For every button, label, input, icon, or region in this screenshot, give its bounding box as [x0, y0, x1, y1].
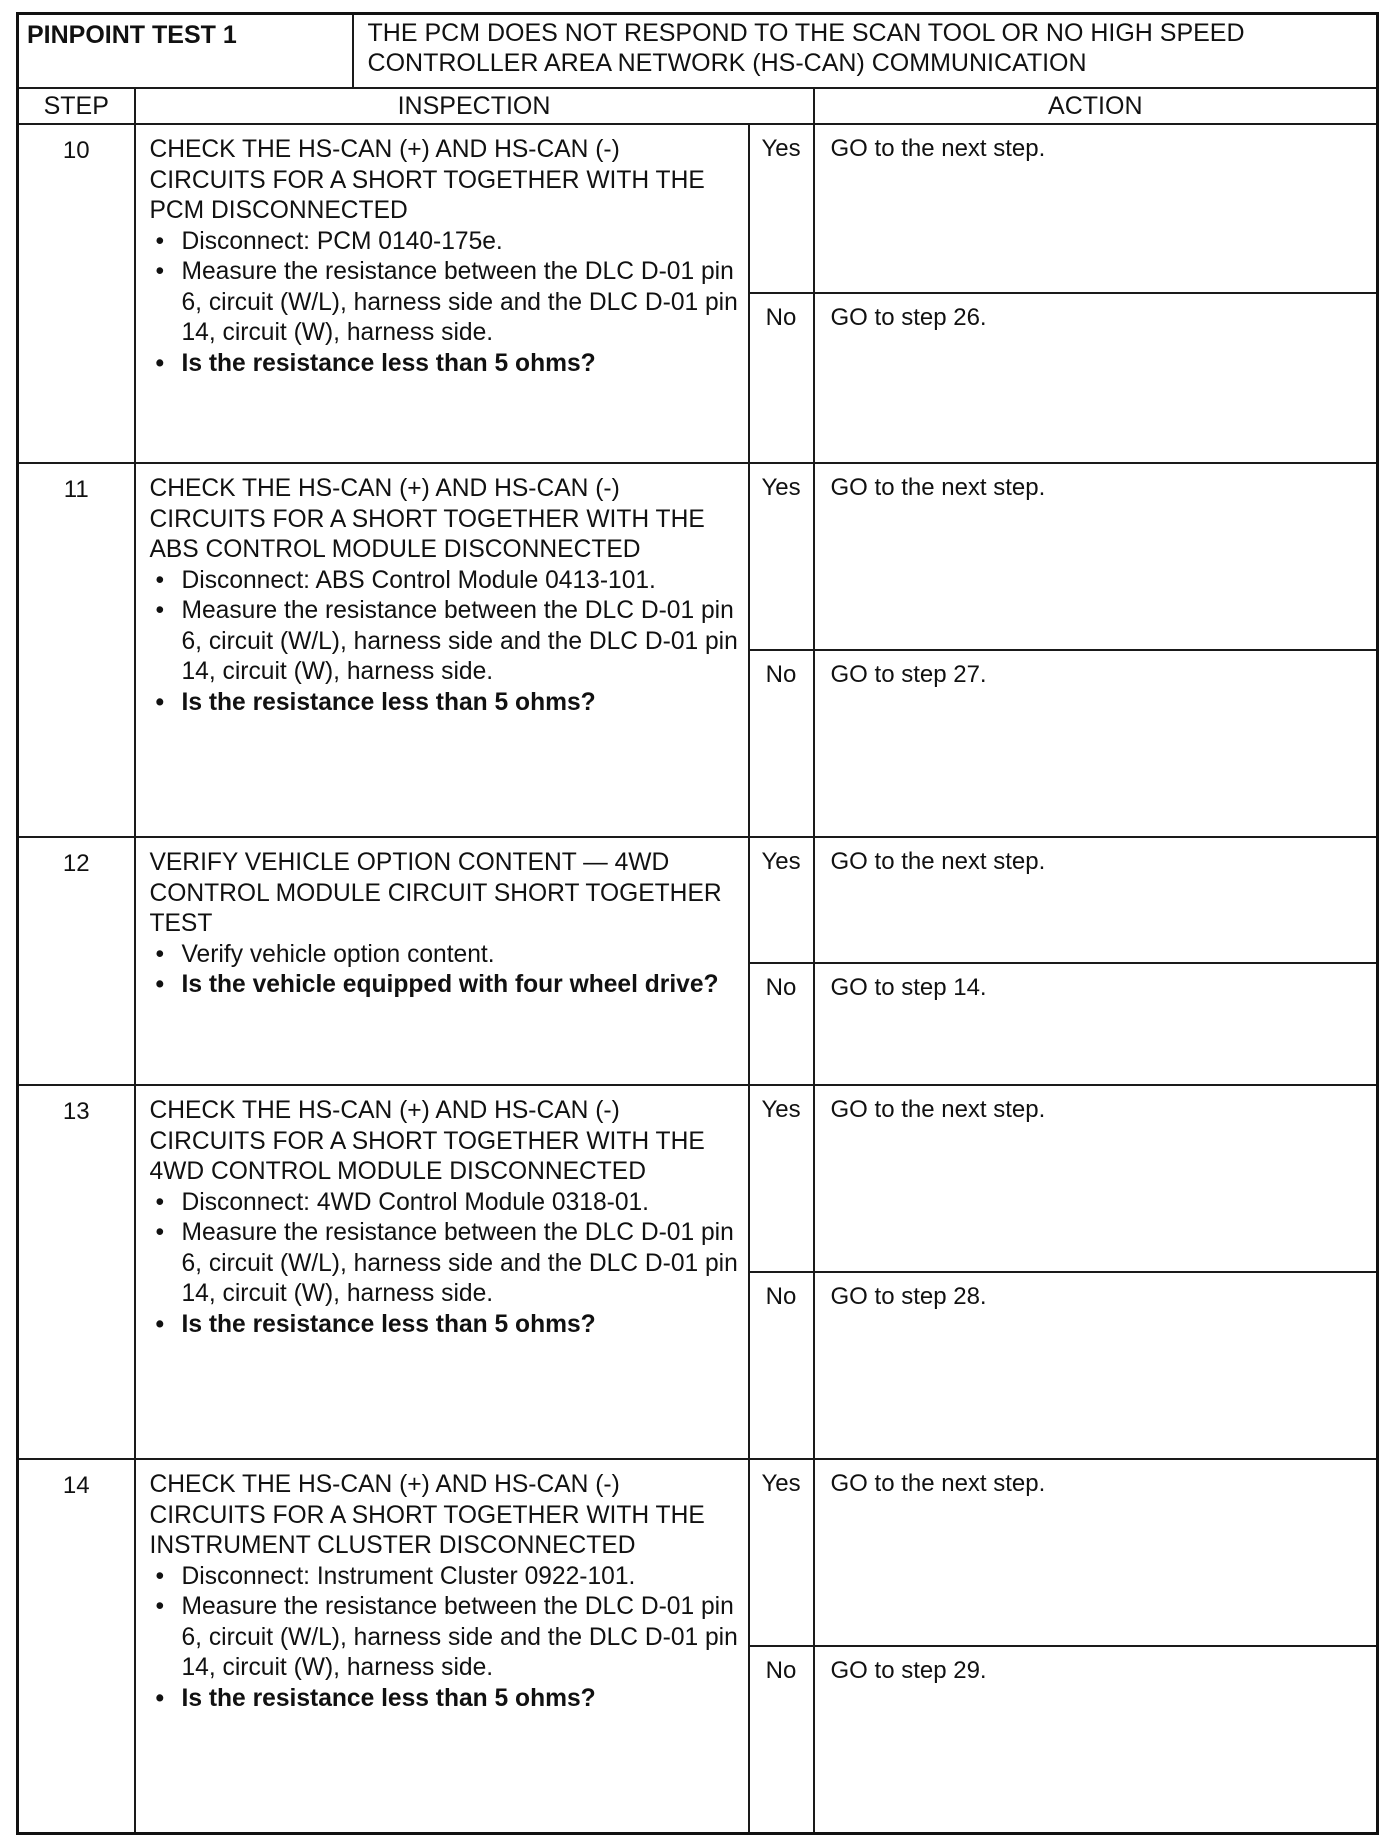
no-label: No — [749, 1272, 814, 1459]
inspection-cell — [135, 837, 749, 1085]
step-row — [18, 1459, 1378, 1646]
inspection-bullet: • Measure the resistance between the DLC D-01 pin 6, circuit (W/L), harness side and the DLC D-01 pin 14, circuit (W), harness side. — [150, 257, 740, 349]
inspection-question: • Is the vehicle equipped with four wheel drive? — [150, 970, 740, 1001]
inspection-title: CHECK THE HS-CAN (+) AND HS-CAN (-) CIRCUITS FOR A SHORT TOGETHER WITH THE PCM DISCONNECTED — [149, 136, 705, 224]
no-label: No — [749, 650, 814, 837]
inspection-question: • Is the resistance less than 5 ohms? — [150, 349, 740, 380]
step-number: 13 — [18, 1085, 135, 1459]
yes-action: GO to the next step. — [814, 463, 1378, 650]
no-action: GO to step 14. — [814, 963, 1378, 1085]
inspection-column-header: INSPECTION — [135, 88, 814, 124]
yes-action: GO to the next step. — [814, 124, 1378, 293]
yes-label: Yes — [749, 124, 814, 293]
inspection-cell — [135, 1085, 749, 1459]
inspection-title: CHECK THE HS-CAN (+) AND HS-CAN (-) CIRCUITS FOR A SHORT TOGETHER WITH THE 4WD CONTROL MODULE DISCONNECTED — [149, 1097, 705, 1185]
inspection-title: VERIFY VEHICLE OPTION CONTENT — 4WD CONTROL MODULE CIRCUIT SHORT TOGETHER TEST — [149, 849, 722, 937]
no-action: GO to step 29. — [814, 1646, 1378, 1834]
test-header-row — [18, 14, 1378, 89]
step-column-header: STEP — [18, 88, 135, 124]
inspection-bullet-list — [150, 1188, 740, 1341]
yes-action: GO to the next step. — [814, 1459, 1378, 1646]
step-row — [18, 463, 1378, 650]
inspection-bullet: • Disconnect: ABS Control Module 0413-101. — [150, 566, 740, 597]
step-number: 11 — [18, 463, 135, 837]
inspection-bullet: • Disconnect: PCM 0140-175e. — [150, 227, 740, 258]
inspection-bullet-list — [150, 1562, 740, 1715]
step-number: 12 — [18, 837, 135, 1085]
yes-label: Yes — [749, 463, 814, 650]
step-row — [18, 837, 1378, 963]
inspection-bullet: • Measure the resistance between the DLC D-01 pin 6, circuit (W/L), harness side and the DLC D-01 pin 14, circuit (W), harness side. — [150, 1592, 740, 1684]
inspection-question: • Is the resistance less than 5 ohms? — [150, 1310, 740, 1341]
inspection-cell — [135, 124, 749, 463]
yes-label: Yes — [749, 837, 814, 963]
yes-label: Yes — [749, 1085, 814, 1272]
column-header-row — [18, 88, 1378, 124]
inspection-cell — [135, 1459, 749, 1834]
no-action: GO to step 26. — [814, 293, 1378, 463]
inspection-bullet: • Measure the resistance between the DLC D-01 pin 6, circuit (W/L), harness side and the DLC D-01 pin 14, circuit (W), harness side. — [150, 1218, 740, 1310]
pinpoint-test-description: THE PCM DOES NOT RESPOND TO THE SCAN TOOL OR NO HIGH SPEED CONTROLLER AREA NETWORK (HS-CAN) COMMUNICATION — [353, 14, 1378, 89]
no-label: No — [749, 1646, 814, 1834]
inspection-bullet: • Verify vehicle option content. — [150, 940, 740, 971]
no-action: GO to step 27. — [814, 650, 1378, 837]
inspection-question: • Is the resistance less than 5 ohms? — [150, 688, 740, 719]
no-label: No — [749, 293, 814, 463]
inspection-title: CHECK THE HS-CAN (+) AND HS-CAN (-) CIRCUITS FOR A SHORT TOGETHER WITH THE ABS CONTROL MODULE DISCONNECTED — [149, 475, 705, 563]
inspection-bullet: • Measure the resistance between the DLC D-01 pin 6, circuit (W/L), harness side and the DLC D-01 pin 14, circuit (W), harness side. — [150, 596, 740, 688]
step-row — [18, 124, 1378, 293]
inspection-title: CHECK THE HS-CAN (+) AND HS-CAN (-) CIRCUITS FOR A SHORT TOGETHER WITH THE INSTRUMENT CLUSTER DISCONNECTED — [149, 1471, 705, 1559]
inspection-bullet-list — [150, 940, 740, 1001]
inspection-bullet-list — [150, 566, 740, 719]
pinpoint-test-label: PINPOINT TEST 1 — [18, 14, 353, 89]
inspection-bullet: • Disconnect: 4WD Control Module 0318-01. — [150, 1188, 740, 1219]
inspection-question: • Is the resistance less than 5 ohms? — [150, 1684, 740, 1715]
pinpoint-test-sheet — [16, 12, 1376, 1835]
step-row — [18, 1085, 1378, 1272]
yes-action: GO to the next step. — [814, 837, 1378, 963]
inspection-bullet: • Disconnect: Instrument Cluster 0922-101. — [150, 1562, 740, 1593]
step-number: 14 — [18, 1459, 135, 1834]
pinpoint-table — [16, 12, 1379, 1835]
action-column-header: ACTION — [814, 88, 1378, 124]
yes-action: GO to the next step. — [814, 1085, 1378, 1272]
step-number: 10 — [18, 124, 135, 463]
no-action: GO to step 28. — [814, 1272, 1378, 1459]
inspection-cell — [135, 463, 749, 837]
no-label: No — [749, 963, 814, 1085]
inspection-bullet-list — [150, 227, 740, 380]
yes-label: Yes — [749, 1459, 814, 1646]
